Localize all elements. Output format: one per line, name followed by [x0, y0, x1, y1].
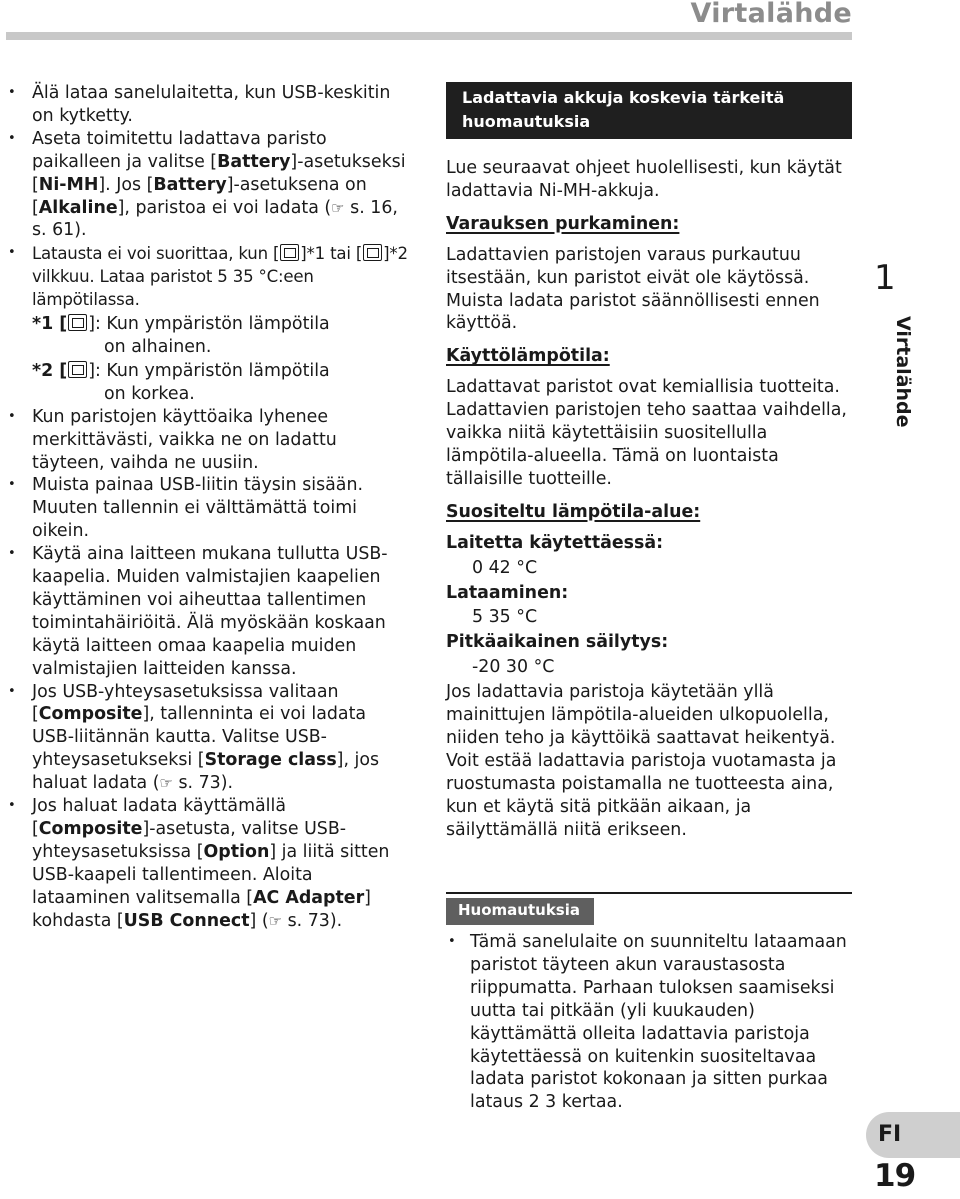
bullet-text: Jos haluat ladata käyttämällä [	[32, 796, 287, 839]
list-item	[8, 795, 408, 932]
notes-list	[446, 931, 852, 1114]
range-heading: Suositeltu lämpötila-alue:	[446, 501, 701, 522]
temperature-text: Ladattavat paristot ovat kemiallisia tuotteita. Ladattavien paristojen teho saattaa vaihdella, vaikka niitä käytettäisiin suositellulla lämpötila-alueella. Tämä on luontaista tällaisille tuotteille.	[446, 377, 847, 489]
footnote-mark: *1 [	[32, 314, 68, 335]
bullet-icon: •	[448, 934, 456, 949]
page-number: 19	[874, 1158, 916, 1194]
page-title: Virtalähde	[690, 0, 852, 29]
left-bullet-list	[8, 82, 408, 933]
list-item	[8, 543, 408, 680]
bullet-text: ] ja liitä sitten USB-kaapeli tallentimeen. Aloita lataaminen valitsemalla [	[32, 841, 390, 908]
bullet-text: ]-asetukseksi [	[32, 151, 406, 195]
menu-term: Composite	[38, 819, 143, 839]
menu-term: Option	[203, 841, 270, 862]
list-item	[8, 474, 408, 543]
bullet-text: Latausta ei voi suorittaa, kun [	[32, 244, 280, 264]
storage-temp-label: Pitkäaikainen säilytys:	[446, 632, 669, 653]
bullet-text: ]-asetuksena on [	[32, 174, 367, 218]
notes-label: Huomautuksia	[446, 898, 594, 925]
menu-term: Alkaline	[38, 197, 118, 218]
footnote-text: on korkea.	[104, 383, 195, 404]
reference-icon: ☞	[268, 911, 283, 930]
bullet-text: ], jos haluat ladata (	[32, 750, 380, 794]
right-column	[446, 82, 852, 841]
list-item	[8, 312, 408, 406]
use-temp-value: 0 42 °C	[472, 557, 538, 578]
list-item	[8, 406, 408, 475]
bullet-text: Aseta toimitettu ladattava paristo paikalleen ja valitse [	[32, 128, 327, 172]
bullet-text: s. 73).	[172, 773, 234, 794]
section-heading: Ladattavia akkuja koskevia tärkeitä huomautuksia	[446, 82, 852, 139]
bullet-text: ]-asetusta, valitse USB-yhteysasetuksissa [	[32, 819, 347, 862]
list-item	[8, 82, 408, 128]
bullet-text: Muista painaa USB-liitin täysin sisään. Muuten tallennin ei välttämättä toimi oikein.	[32, 475, 364, 542]
footnote-2	[32, 359, 408, 406]
battery-hot-icon	[363, 244, 382, 261]
bullet-text: ] kohdasta [	[32, 887, 371, 931]
battery-cold-icon	[68, 314, 87, 331]
bullet-text: Jos USB-yhteysasetuksissa valitaan [	[32, 681, 339, 725]
chapter-label: Virtalähde	[892, 316, 914, 428]
footnote-1	[32, 312, 408, 359]
footnote-text: ]: Kun ympäristön lämpötila	[88, 360, 330, 381]
intro-text: Lue seuraavat ohjeet huolellisesti, kun käytät ladattavia Ni-MH-akkuja.	[446, 158, 842, 201]
list-item	[8, 128, 408, 243]
menu-term: Composite	[38, 704, 143, 725]
chapter-number: 1	[874, 258, 896, 298]
charge-temp-value: 5 35 °C	[472, 607, 538, 628]
battery-hot-icon	[68, 361, 87, 378]
bullet-text: s. 16, s. 61).	[32, 197, 398, 241]
bullet-text: ]*1 tai [	[300, 244, 363, 264]
bullet-text: Älä lataa sanelulaitetta, kun USB-keskitin on kytketty.	[32, 83, 391, 126]
footnote-mark: *2 [	[32, 360, 68, 381]
bullet-text: ], paristoa ei voi ladata (	[117, 197, 332, 218]
language-label: FI	[878, 1122, 902, 1147]
menu-term: Battery	[153, 174, 227, 195]
notes-box	[446, 892, 852, 1114]
charge-temp-label: Lataaminen:	[446, 582, 569, 603]
note-text: Tämä sanelulaite on suunniteltu lataamaan paristot täyteen akun varaustasosta riippumatta. Parhaan tuloksen saamiseksi uutta tai pitkään (yli kuukauden) käyttämättä olleita ladattavia paristoja käytettäessä on kuitenkin suositeltavaa ladata paristot kokonaan ja sitten purkaa lataus 2 3 kertaa.	[470, 932, 847, 1113]
list-item	[446, 931, 852, 1114]
list-item	[8, 681, 408, 796]
bullet-text: s. 73).	[282, 910, 343, 931]
use-temp-label: Laitetta käytettäessä:	[446, 532, 664, 553]
discharge-text: Ladattavien paristojen varaus purkautuu itsestään, kun paristot eivät ole käytössä. Muista ladata paristot säännöllisesti ennen käyttöä.	[446, 244, 820, 334]
discharge-heading: Varauksen purkaminen:	[446, 213, 680, 234]
menu-term: Ni-MH	[38, 174, 99, 195]
bullet-text: Kun paristojen käyttöaika lyhenee merkittävästi, vaikka ne on ladattu täyteen, vaihda ne uusiin.	[32, 406, 337, 473]
bullet-text: ]. Jos [	[98, 174, 154, 195]
bullet-text: Käytä aina laitteen mukana tullutta USB-kaapelia. Muiden valmistajien kaapelien käyttäminen voi aiheuttaa tallentimen toimintahäiriöitä. Älä myöskään koskaan käytä laitteen omaa kaapelia muiden valmistajien laitteiden kanssa.	[32, 544, 388, 679]
menu-term: Storage class	[204, 750, 337, 771]
footnote-text: ]: Kun ympäristön lämpötila	[88, 314, 330, 335]
outro-text: Jos ladattavia paristoja käytetään yllä mainittujen lämpötila-alueiden ulkopuolella, niiden teho ja käyttöikä saattavat heikentyä. Voit estää ladattavia paristoja vuotamasta ja ruostumasta poistamalla ne tuotteesta aina, kun et käytä sitä pitkään aikaan, ja säilyttämällä niitä erikseen.	[446, 682, 837, 840]
menu-term: AC Adapter	[253, 887, 365, 908]
left-column	[8, 82, 408, 933]
menu-term: Battery	[217, 151, 291, 172]
footnote-text: on alhainen.	[104, 336, 212, 357]
reference-icon: ☞	[331, 198, 345, 217]
bullet-text: ] (	[249, 910, 269, 931]
storage-temp-value: -20 30 °C	[472, 657, 555, 678]
list-item	[8, 242, 408, 312]
temperature-heading: Käyttölämpötila:	[446, 346, 610, 367]
bullet-text: ], tallenninta ei voi ladata USB-liitännän kautta. Valitse USB-yhteysasetukseksi [	[32, 704, 367, 771]
battery-cold-icon	[280, 244, 299, 261]
bullet-text: ]*2 vilkkuu. Lataa paristot 5 35 °C:een lämpötilassa.	[32, 244, 408, 310]
menu-term: USB Connect	[123, 910, 250, 931]
reference-icon: ☞	[159, 774, 173, 793]
header-rule	[6, 32, 852, 40]
